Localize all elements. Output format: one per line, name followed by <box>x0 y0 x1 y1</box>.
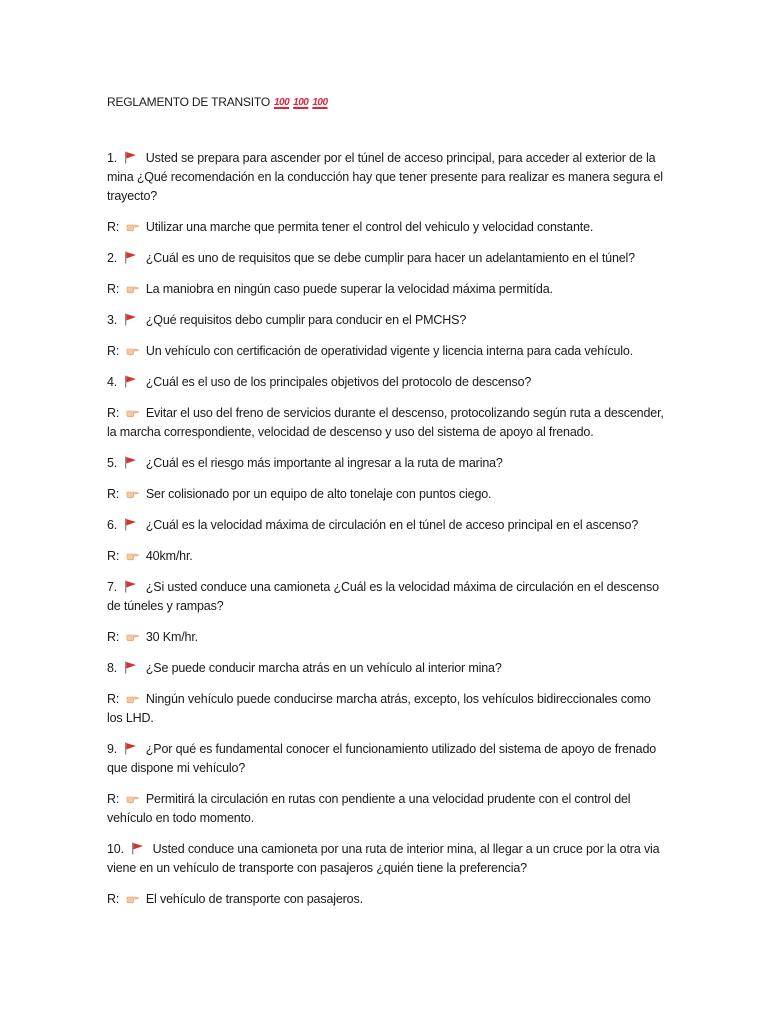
question-item <box>107 373 667 392</box>
question-text: ¿Cuál es el riesgo más importante al ingresar a la ruta de marina? <box>145 456 503 470</box>
question-text: ¿Cuál es uno de requisitos que se debe cumplir para hacer un adelantamiento en el túnel? <box>145 251 635 265</box>
question-number: 3. <box>107 313 118 327</box>
question-number: 6. <box>107 518 118 532</box>
red-flag-icon <box>124 518 137 531</box>
answer-item <box>107 890 667 909</box>
hundred-points-icon: 100 <box>273 97 290 108</box>
pointing-hand-icon <box>126 344 140 356</box>
answer-item <box>107 280 667 299</box>
qa-list <box>107 149 667 909</box>
question-text: ¿Cuál es la velocidad máxima de circulación en el túnel de acceso principal en el ascenso? <box>145 518 639 532</box>
hundred-points-icon: 100 <box>293 97 309 108</box>
answer-item <box>107 404 667 442</box>
question-item <box>107 249 667 268</box>
document-title-line <box>107 93 667 112</box>
answer-item <box>107 628 667 647</box>
answer-prefix: R: <box>107 692 120 706</box>
question-text: ¿Por qué es fundamental conocer el funcionamiento utilizado del sistema de apoyo de frenado que dispone mi vehículo? <box>107 742 657 775</box>
question-text: ¿Qué requisitos debo cumplir para conducir en el PMCHS? <box>145 313 467 327</box>
answer-prefix: R: <box>107 892 120 906</box>
answer-prefix: R: <box>107 220 120 234</box>
pointing-hand-icon <box>126 630 140 642</box>
question-item <box>107 311 667 330</box>
pointing-hand-icon <box>126 406 140 418</box>
pointing-hand-icon <box>126 487 140 499</box>
red-flag-icon <box>124 375 137 388</box>
question-item <box>107 454 667 473</box>
answer-text: La maniobra en ningún caso puede superar la velocidad máxima permitída. <box>145 282 553 296</box>
document-title: REGLAMENTO DE TRANSITO <box>107 95 270 109</box>
pointing-hand-icon <box>126 549 140 561</box>
red-flag-icon <box>124 251 137 264</box>
red-flag-icon <box>124 661 137 674</box>
answer-text: 40km/hr. <box>145 549 193 563</box>
red-flag-icon <box>131 842 144 855</box>
answer-text: Ningún vehículo puede conducirse marcha atrás, excepto, los vehículos bidireccionales como los LHD. <box>107 692 651 725</box>
pointing-hand-icon <box>126 220 140 232</box>
red-flag-icon <box>124 580 137 593</box>
question-item <box>107 840 667 878</box>
answer-text: El vehículo de transporte con pasajeros. <box>145 892 363 906</box>
question-text: ¿Se puede conducir marcha atrás en un vehículo al interior mina? <box>145 661 502 675</box>
answer-item <box>107 547 667 566</box>
answer-prefix: R: <box>107 344 120 358</box>
question-text: Usted conduce una camioneta por una ruta de interior mina, al llegar a un cruce por la otra via viene en un vehículo de transporte con pasajeros ¿quién tiene la preferencia? <box>107 842 660 875</box>
answer-prefix: R: <box>107 549 120 563</box>
question-text: ¿Cuál es el uso de los principales objetivos del protocolo de descenso? <box>145 375 532 389</box>
question-number: 10. <box>107 842 124 856</box>
question-number: 2. <box>107 251 118 265</box>
answer-item <box>107 218 667 237</box>
answer-text: Utilizar una marche que permita tener el control del vehiculo y velocidad constante. <box>145 220 594 234</box>
pointing-hand-icon <box>126 892 140 904</box>
answer-text: Permitirá la circulación en rutas con pendiente a una velocidad prudente con el control del vehículo en todo momento. <box>107 792 631 825</box>
question-number: 8. <box>107 661 118 675</box>
question-text: ¿Si usted conduce una camioneta ¿Cuál es la velocidad máxima de circulación en el descenso de túneles y rampas? <box>107 580 659 613</box>
answer-prefix: R: <box>107 406 120 420</box>
answer-item <box>107 342 667 361</box>
answer-prefix: R: <box>107 282 120 296</box>
answer-prefix: R: <box>107 792 120 806</box>
answer-text: Un vehículo con certificación de operatividad vigente y licencia interna para cada vehículo. <box>145 344 634 358</box>
answer-prefix: R: <box>107 487 120 501</box>
answer-text: Evitar el uso del freno de servicios durante el descenso, protocolizando según ruta a descender, la marcha correspondiente, velocidad de descenso y uso del sistema de apoyo al frenado. <box>107 406 664 439</box>
question-number: 4. <box>107 375 118 389</box>
question-item <box>107 659 667 678</box>
question-item <box>107 740 667 778</box>
question-item <box>107 149 667 206</box>
pointing-hand-icon <box>126 692 140 704</box>
question-number: 7. <box>107 580 118 594</box>
question-item <box>107 578 667 616</box>
question-number: 5. <box>107 456 118 470</box>
red-flag-icon <box>124 313 137 326</box>
red-flag-icon <box>124 742 137 755</box>
document-page <box>107 93 667 921</box>
answer-prefix: R: <box>107 630 120 644</box>
red-flag-icon <box>124 151 137 164</box>
hundred-points-icon: 100 <box>312 97 328 108</box>
answer-text: Ser colisionado por un equipo de alto tonelaje con puntos ciego. <box>145 487 492 501</box>
answer-text: 30 Km/hr. <box>145 630 199 644</box>
question-number: 9. <box>107 742 118 756</box>
pointing-hand-icon <box>126 282 140 294</box>
pointing-hand-icon <box>126 792 140 804</box>
question-number: 1. <box>107 151 118 165</box>
question-text: Usted se prepara para ascender por el túnel de acceso principal, para acceder al exterior de la mina ¿Qué recomendación en la conducción hay que tener presente para realizar es manera segura el trayecto? <box>107 151 663 203</box>
answer-item <box>107 790 667 828</box>
answer-item <box>107 690 667 728</box>
answer-item <box>107 485 667 504</box>
red-flag-icon <box>124 456 137 469</box>
question-item <box>107 516 667 535</box>
